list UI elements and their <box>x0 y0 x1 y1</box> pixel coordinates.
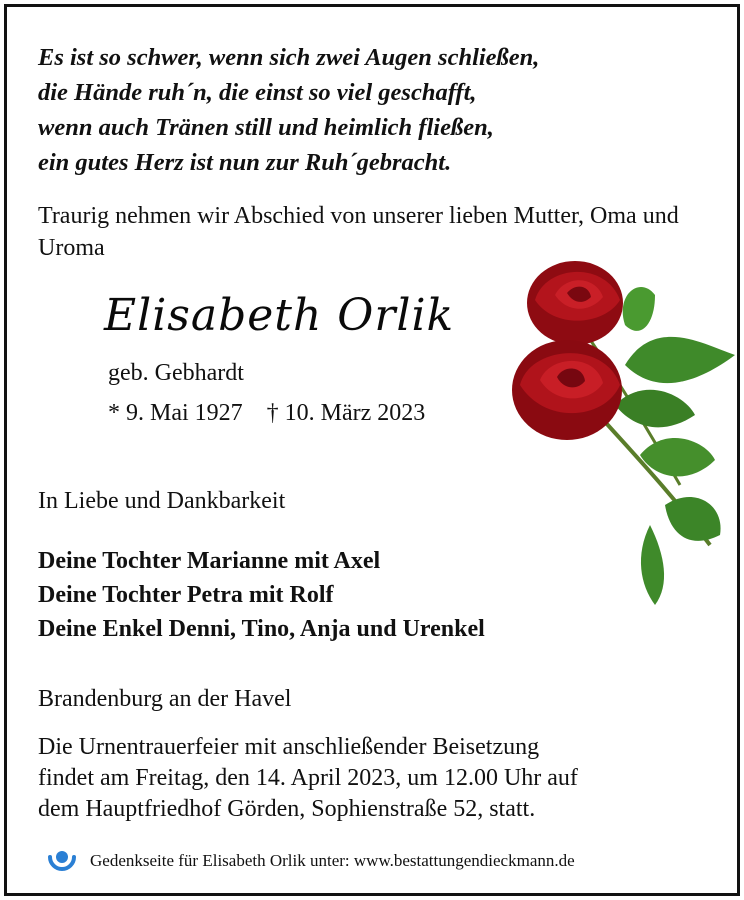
service-line: findet am Freitag, den 14. April 2023, um 12.00 Uhr auf <box>38 765 578 791</box>
city: Brandenburg an der Havel <box>38 686 292 712</box>
poem-line: ein gutes Herz ist nun zur Ruh´gebracht. <box>38 149 452 176</box>
family-list <box>38 544 485 646</box>
life-dates <box>108 400 425 427</box>
service-line: Die Urnentrauerfeier mit anschließender Beisetzung <box>38 734 540 760</box>
memorial-footer <box>44 843 575 879</box>
family-member: Deine Tochter Petra mit Rolf <box>38 582 334 608</box>
poem-line: wenn auch Tränen still und heimlich fließen, <box>38 114 494 141</box>
memorial-link-text[interactable]: Gedenkseite für Elisabeth Orlik unter: www.bestattungendieckmann.de <box>90 851 575 870</box>
intro-text: Traurig nehmen wir Abschied von unserer lieben Mutter, Oma und Uroma <box>38 203 679 261</box>
poem-line: die Hände ruh´n, die einst so viel geschafft, <box>38 79 477 106</box>
deceased-name: Elisabeth Orlik <box>104 290 455 341</box>
gratitude-line: In Liebe und Dankbarkeit <box>38 488 286 514</box>
poem <box>38 40 539 180</box>
poem-line: Es ist so schwer, wenn sich zwei Augen schließen, <box>38 44 540 71</box>
death-date: † 10. März 2023 <box>266 400 426 426</box>
birth-date: * 9. Mai 1927 <box>108 400 243 426</box>
service-line: dem Hauptfriedhof Görden, Sophienstraße 52, statt. <box>38 796 536 822</box>
memorial-logo-icon <box>44 843 80 879</box>
maiden-name: geb. Gebhardt <box>108 360 244 386</box>
family-member: Deine Tochter Marianne mit Axel <box>38 548 381 574</box>
red-roses-image <box>505 255 740 610</box>
service-info <box>38 732 718 825</box>
family-member: Deine Enkel Denni, Tino, Anja und Urenkel <box>38 616 485 642</box>
